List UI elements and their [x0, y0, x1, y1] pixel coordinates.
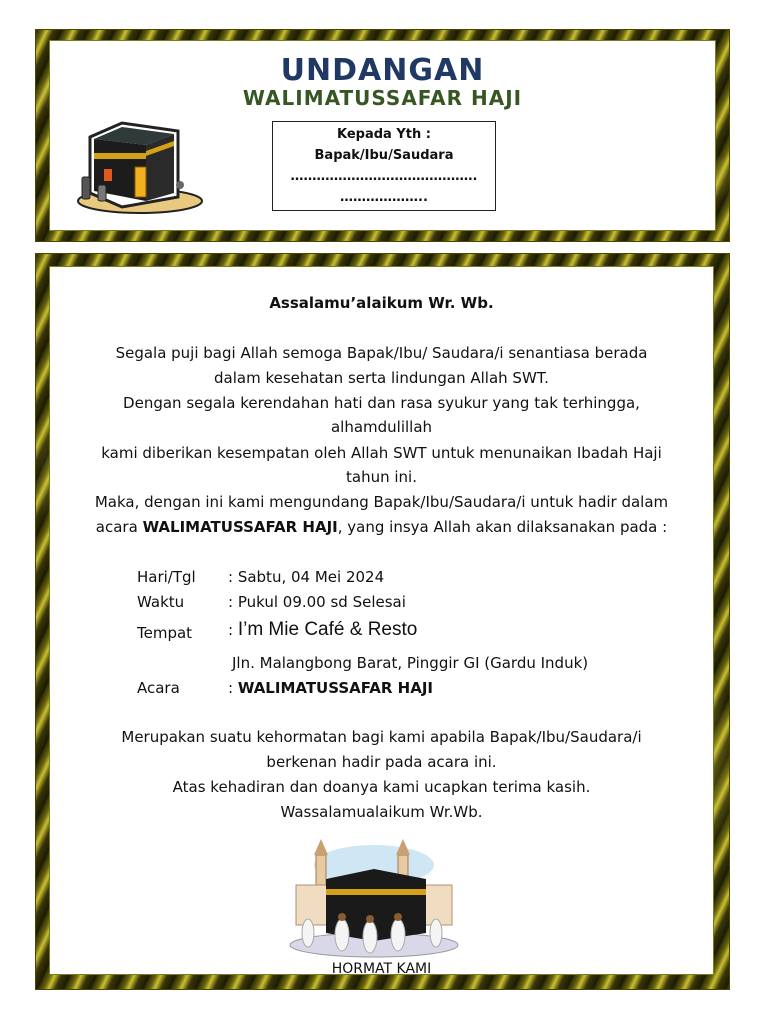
- place-colon: :: [228, 621, 238, 639]
- time-value: : Pukul 09.00 sd Selesai: [228, 593, 406, 611]
- event-value: WALIMATUSSAFAR HAJI: [237, 679, 434, 697]
- recipient-heading: Kepada Yth :: [337, 127, 431, 142]
- closing-line-2: berkenan hadir pada acara ini.: [266, 753, 497, 771]
- kaaba-icon: [60, 115, 204, 219]
- closing-line-3: Atas kehadiran dan doanya kami ucapkan terima kasih.: [172, 778, 591, 796]
- event-name-inline: WALIMATUSSAFAR HAJI: [142, 518, 338, 536]
- signature-heading: HORMAT KAMI: [331, 961, 432, 975]
- time-label: Waktu: [137, 593, 185, 611]
- letter-frame: [35, 253, 730, 990]
- header-panel: [49, 40, 716, 231]
- recipient-salutation: Bapak/Ibu/Saudara: [314, 148, 454, 163]
- invitation-subtitle: WALIMATUSSAFAR HAJI: [242, 86, 523, 110]
- closing-line-1: Merupakan suatu kehormatan bagi kami apabila Bapak/Ibu/Saudara/i: [121, 728, 642, 746]
- event-value-line: [228, 679, 433, 697]
- closing-line-4: Wassalamualaikum Wr.Wb.: [280, 803, 483, 821]
- recipient-name-blank: …………………………………….: [290, 169, 478, 184]
- recipient-name-blank-2: ………………..: [340, 190, 428, 205]
- date-label: Hari/Tgl: [137, 568, 196, 586]
- invitation-title: UNDANGAN: [280, 53, 485, 88]
- paragraph-4-line-2: [50, 518, 713, 536]
- event-label: Acara: [137, 679, 180, 697]
- paragraph-4-pre: acara: [95, 518, 143, 536]
- letter-panel: [49, 266, 714, 975]
- date-value: : Sabtu, 04 Mei 2024: [228, 568, 385, 586]
- paragraph-1-line-2: dalam kesehatan serta lindungan Allah SWT.: [214, 369, 549, 387]
- paragraph-4-post: , yang insya Allah akan dilaksanakan pada :: [337, 518, 668, 536]
- kaaba-pilgrims-illustration: [286, 833, 462, 959]
- place-label: Tempat: [137, 624, 193, 642]
- place-value-line: [228, 619, 417, 641]
- paragraph-3-line-2: tahun ini.: [346, 468, 417, 486]
- paragraph-2-line-1: Dengan segala kerendahan hati dan rasa syukur yang tak terhingga,: [123, 394, 640, 412]
- venue-address: Jln. Malangbong Barat, Pinggir GI (Gardu Induk): [232, 654, 589, 672]
- paragraph-1-line-1: Segala puji bagi Allah semoga Bapak/Ibu/ Saudara/i senantiasa berada: [115, 344, 648, 362]
- paragraph-2-line-2: alhamdulillah: [330, 418, 433, 436]
- paragraph-3-line-1: kami diberikan kesempatan oleh Allah SWT untuk menunaikan Ibadah Haji: [101, 444, 662, 462]
- header-frame: [35, 29, 730, 242]
- paragraph-4-line-1: Maka, dengan ini kami mengundang Bapak/Ibu/Saudara/i untuk hadir dalam: [94, 493, 669, 511]
- greeting: Assalamu’alaikum Wr. Wb.: [269, 294, 494, 312]
- event-colon: :: [228, 679, 238, 697]
- recipient-box: [272, 121, 496, 211]
- venue-name: I’m Mie Café & Resto: [237, 619, 418, 640]
